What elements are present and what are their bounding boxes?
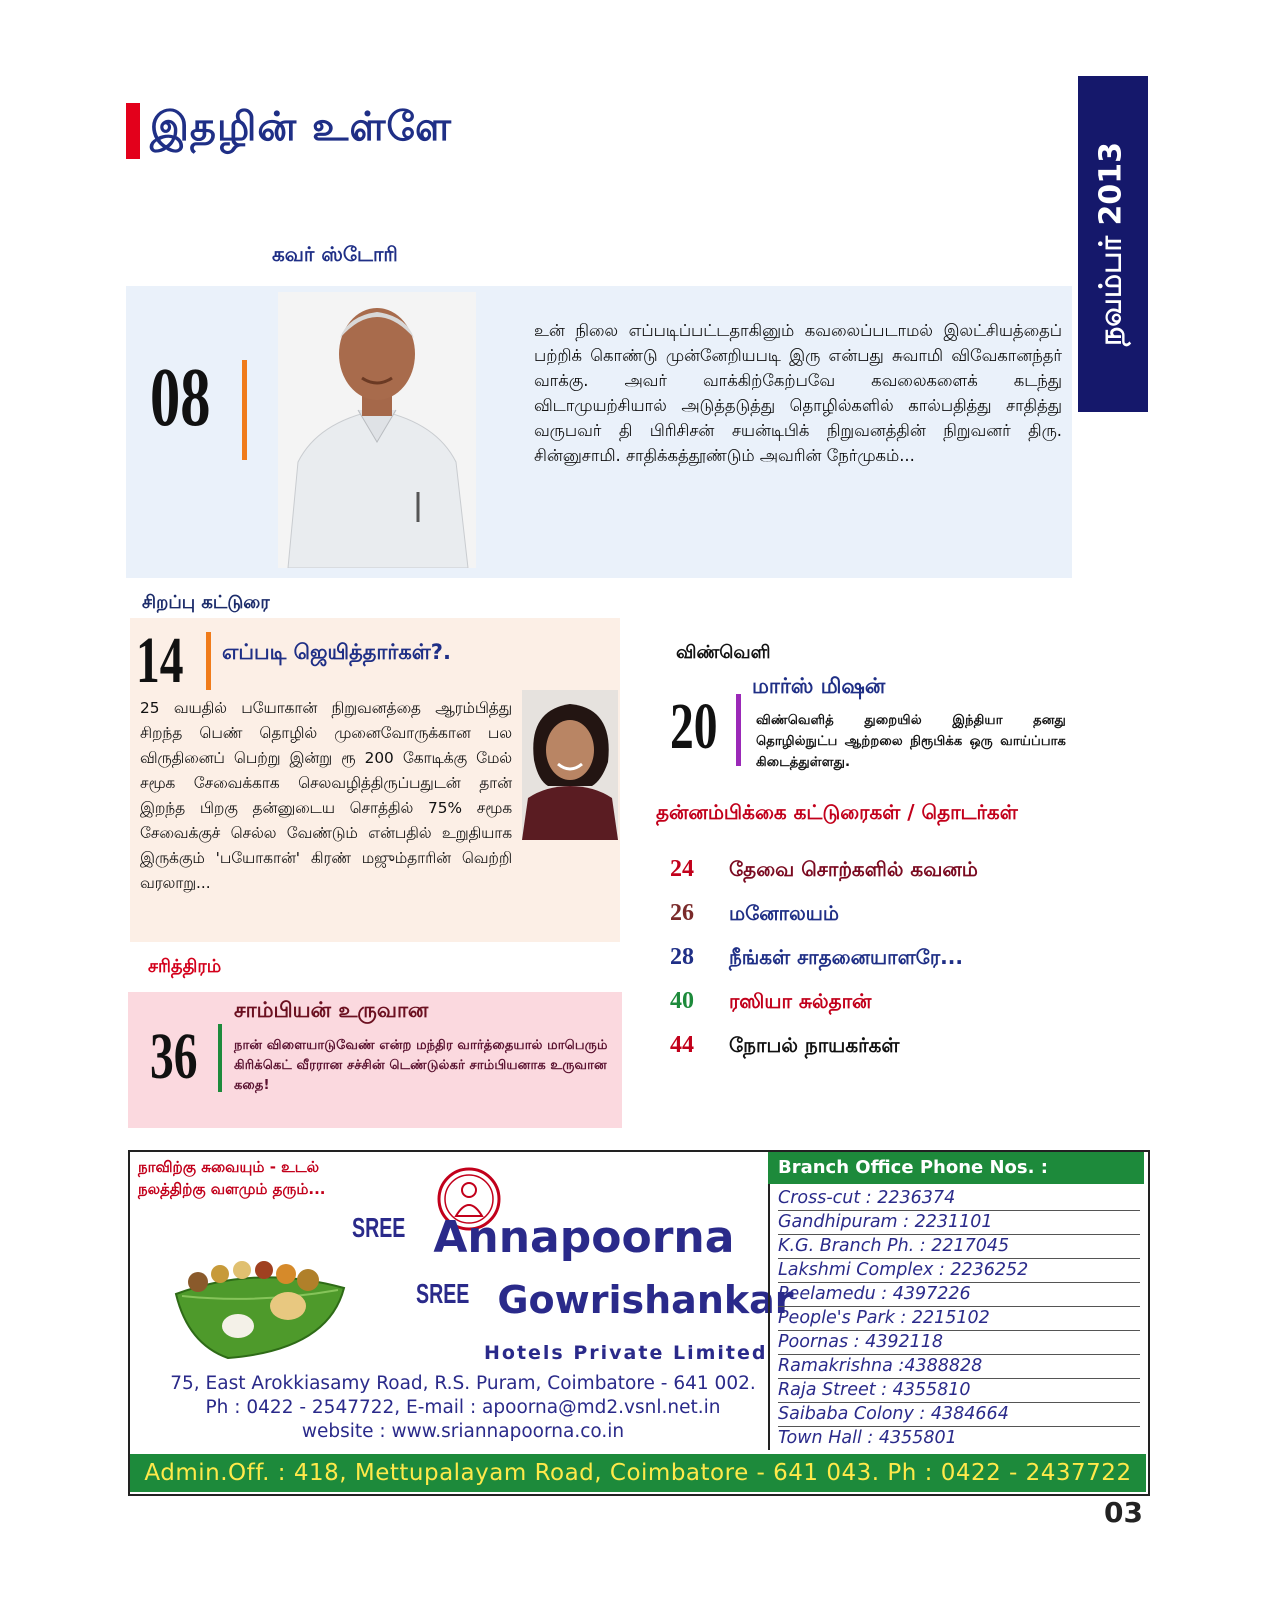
ad-address [150,1372,776,1444]
month-banner [1078,76,1148,412]
series-item-title: நோபல் நாயகர்கள் [728,1033,900,1057]
series-item-number: 28 [670,944,694,970]
cover-story-divider [242,360,247,460]
series-item-title: நீங்கள் சாதனையாளரே... [728,945,963,969]
branch-phone-row: People's Park : 2215102 [778,1306,1140,1331]
branch-phone-row: Town Hall : 4355801 [778,1428,957,1448]
history-headline: சாம்பியன் உருவான [234,998,429,1022]
special-article-divider [206,632,211,690]
brand-prefix: SREE [416,1278,470,1309]
branch-phone-row: Lakshmi Complex : 2236252 [778,1258,1140,1283]
series-item-number: 44 [670,1032,694,1058]
branch-phone-row: Saibaba Colony : 4384664 [778,1402,1140,1427]
ad-admin-office-footer: Admin.Off. : 418, Mettupalayam Road, Coimbatore - 641 043. Ph : 0422 - 2437722 [130,1454,1146,1492]
series-item-number: 40 [670,988,694,1014]
page-number: 03 [1104,1496,1143,1529]
ad-tagline-line: நலத்திற்கு வளமும் தரும்... [138,1180,326,1198]
series-item-number: 26 [670,900,694,926]
branch-phone-heading: Branch Office Phone Nos. : [768,1152,1144,1184]
special-article-portrait [522,690,618,840]
special-article-page-number: 14 [136,624,184,697]
branch-phone-row: Gandhipuram : 2231101 [778,1210,1140,1235]
space-headline: மார்ஸ் மிஷன் [752,674,886,698]
branch-phone-row: Ramakrishna :4388828 [778,1354,1140,1379]
space-summary: விண்வெளித் துறையில் இந்தியா தனது தொழில்நுட்ப ஆற்றலை நிரூபிக்க ஒரு வாய்ப்பாக கிடைத்துள்ளது. [756,713,1066,770]
ad-contact-line: Ph : 0422 - 2547722, E-mail : apoorna@md2.vsnl.net.in [205,1397,721,1418]
series-item[interactable] [670,1032,899,1060]
cover-story-portrait [278,292,476,568]
series-item-title: ரஸியா சுல்தான் [728,989,872,1013]
special-article-headline: எப்படி ஜெயித்தார்கள்?. [222,640,451,664]
brand-name: Gowrishankar [497,1278,794,1322]
cover-story-page-number: 08 [150,351,211,444]
cover-story-label: கவர் ஸ்டோரி [272,242,398,266]
series-item-title: தேவை சொற்களில் கவனம் [728,857,978,881]
ad-tagline-line: நாவிற்கு சுவையும் - உடல் [138,1158,320,1176]
history-summary: நான் விளையாடுவேண் என்ற மந்திர வார்த்தையால் மாபெரும் கிரிக்கெட் வீரரான சச்சின் டெண்டுல்கர் சாம்பியனாக உருவான கதை! [234,1038,608,1093]
history-page-number: 36 [150,1020,198,1093]
branch-phone-row: Raja Street : 4355810 [778,1378,1140,1403]
month-label: நவம்பர் 2013 [1093,141,1129,347]
brand-prefix: SREE [352,1212,406,1243]
ad-website-line: website : www.sriannapoorna.co.in [301,1421,625,1442]
special-article-summary: 25 வயதில் பயோகான் நிறுவனத்தை ஆரம்பித்து சிறந்த பெண் தொழில் முனைவோருக்கான பல விருதினைப் பெற்று இன்று ரூ 200 கோடிக்கு மேல் சமூக சேவைக்காக செலவழித்திருப்பதுடன் தான் இறந்த பிறகு தன்னுடைய சொத்தில் 75% சமூக சேவைக்குச் செல்ல வேண்டும் என்பதில் உறுதியாக இருக்கும் 'பயோகான்' கிரண் மஜும்தாரின் வெற்றி வரலாறு... [140,699,512,892]
page-title: இதழின் உள்ளே [150,104,452,150]
history-divider [218,1024,222,1092]
banana-leaf-meal-illustration [168,1254,348,1364]
cover-story-summary: உன் நிலை எப்படிப்பட்டதாகினும் கவலைப்படாமல் இலட்சியத்தைப் பற்றிக் கொண்டு முன்னேறியபடி இரு என்பது சுவாமி விவேகானந்தர் வாக்கு. அவர் வாக்கிற்கேற்பவே கவலைகளைக் கடந்து விடாமுயற்சியால் அடுத்தடுத்து தொழில்களில் கால்பதித்து சாதித்து வருபவர் தி பிரிசிசன் சயன்டிபிக் நிறுவனத்தின் நிறுவனர் திரு. சின்னுசாமி. சாதிக்கத்தூண்டும் அவரின் நேர்முகம்... [534,321,1062,465]
series-label: தன்னம்பிக்கை கட்டுரைகள் / தொடர்கள் [656,800,1018,824]
history-label: சரித்திரம் [148,956,222,977]
space-divider [736,694,741,766]
special-article-label: சிறப்பு கட்டுரை [142,592,270,613]
brand-name: Annapoorna [433,1212,735,1263]
branch-phone-row: K.G. Branch Ph. : 2217045 [778,1234,1140,1259]
series-item[interactable] [670,988,871,1016]
ad-company-name: Hotels Private Limited [484,1342,768,1364]
title-accent-bar [126,103,140,159]
space-label: விண்வெளி [676,642,771,663]
ad-address-line: 75, East Arokkiasamy Road, R.S. Puram, Coimbatore - 641 002. [170,1373,756,1394]
brand-annapoorna [352,1212,734,1263]
series-item[interactable] [670,944,963,972]
series-item-title: மனோலயம் [728,901,839,925]
branch-phone-row: Poornas : 4392118 [778,1330,1140,1355]
series-item[interactable] [670,900,839,928]
series-item[interactable] [670,856,978,884]
ad-tagline [138,1156,326,1200]
space-page-number: 20 [670,690,718,763]
branch-phone-row: Cross-cut : 2236374 [778,1186,1140,1211]
series-item-number: 24 [670,856,694,882]
brand-gowrishankar [416,1278,794,1322]
branch-phone-row: Peelamedu : 4397226 [778,1282,1140,1307]
